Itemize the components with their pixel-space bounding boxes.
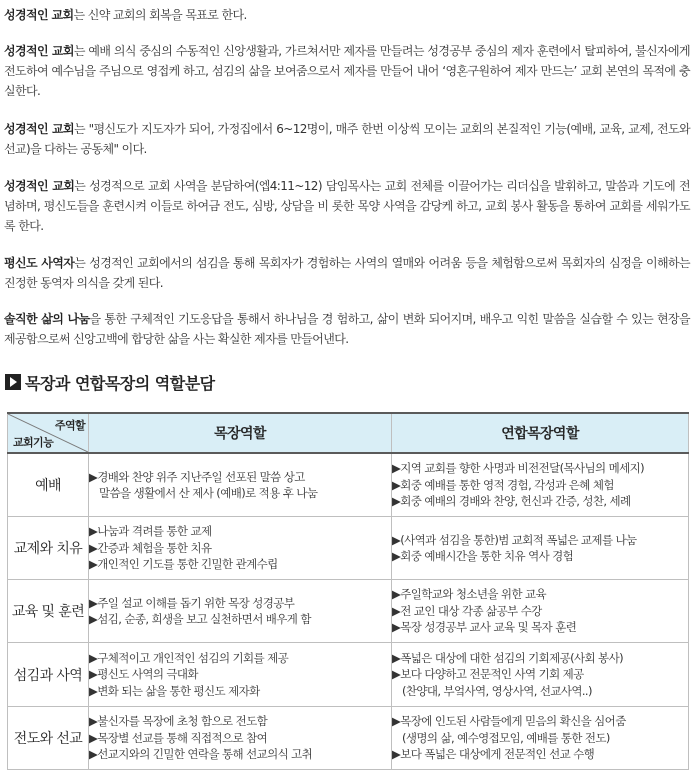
paragraph-1-lead: 성경적인 교회 bbox=[4, 8, 74, 22]
column-header-cell-group: 목장역할 bbox=[89, 413, 392, 453]
paragraph-1-text: 는 신약 교회의 회복을 목표로 한다. bbox=[73, 8, 247, 22]
role-line: ▶목장에 인도된 사람들에게 믿음의 확신을 심어줌 bbox=[392, 714, 626, 729]
cell-group-role bbox=[89, 707, 392, 770]
section-title-text: 목장과 연합목장의 역할분담 bbox=[25, 373, 215, 393]
row-function-label: 예배 bbox=[8, 453, 89, 517]
role-line: ▶나눔과 격려를 통한 교제 bbox=[89, 524, 212, 539]
role-line: 말씀을 생활에서 산 제사 (예배)로 적용 후 나눔 bbox=[99, 486, 318, 500]
table-row bbox=[8, 517, 689, 580]
role-line: ▶회중 예배의 경배와 찬양, 헌신과 간증, 성찬, 세례 bbox=[392, 494, 631, 509]
role-line: ▶목장 성경공부 교사 교육 및 목자 훈련 bbox=[392, 620, 577, 635]
role-line: ▶지역 교회를 향한 사명과 비전전달(목사님의 메세지) bbox=[392, 461, 644, 476]
paragraph-4-lead: 성경적인 교회 bbox=[4, 179, 75, 193]
paragraph-4-text: 는 성경적으로 교회 사역을 분담하여(엡4:11~12) 담임목사는 교회 전체를 이끌어가는 리더십을 발휘하고, 말씀과 기도에 전념하며, 평신도들을 훈련시켜 이들로 하여금 전도, 심방, 상담을 비 롯한 목양 사역을 감당케 하고, 교회 봉사 활동을 통하여 교회를 세워가도록 한다. bbox=[4, 179, 691, 233]
table-row bbox=[8, 707, 689, 770]
role-line: (생명의 삶, 예수영접모임, 예배를 통한 전도) bbox=[402, 730, 610, 745]
paragraph-2 bbox=[4, 41, 690, 101]
role-line: ▶주일학교와 청소년을 위한 교육 bbox=[392, 587, 547, 602]
role-line: ▶폭넓은 대상에 대한 섬김의 기회제공(사회 봉사) bbox=[392, 650, 623, 665]
paragraph-6 bbox=[4, 309, 690, 349]
role-line: ▶전 교인 대상 각종 삶공부 수강 bbox=[392, 603, 542, 618]
cell-group-role bbox=[89, 643, 392, 707]
table-corner-cell bbox=[8, 413, 89, 453]
table-row bbox=[8, 643, 689, 707]
paragraph-6-text: 을 통한 구체적인 기도응답을 통해서 하나님을 경 험하고, 삶이 변화 되어지며, 배우고 익힌 말씀을 실습할 수 있는 현장을 제공함으로써 신앙고백에 합당한 삶을 사는 확실한 제자를 만들어낸다. bbox=[4, 312, 690, 346]
table-row bbox=[8, 453, 689, 517]
role-line: ▶보다 폭넓은 대상에게 전문적인 선교 수행 bbox=[392, 747, 595, 762]
paragraph-4 bbox=[4, 176, 690, 236]
row-function-label: 전도와 선교 bbox=[8, 707, 89, 770]
role-line: ▶섬김, 순종, 희생을 보고 실천하면서 배우게 함 bbox=[89, 612, 311, 626]
role-line: ▶불신자를 목장에 초청 함으로 전도함 bbox=[89, 714, 268, 729]
corner-top-label: 주역할 bbox=[54, 419, 85, 432]
cell-group-role bbox=[89, 453, 392, 517]
role-line: ▶경배와 찬양 위주 지난주일 선포된 말씀 상고 bbox=[89, 469, 305, 484]
paragraph-5 bbox=[4, 253, 690, 293]
table-body bbox=[8, 453, 689, 770]
cell-group-role bbox=[89, 580, 392, 643]
paragraph-2-lead: 성경적인 교회 bbox=[4, 44, 74, 58]
section-title bbox=[5, 372, 215, 392]
cell-union-role bbox=[392, 643, 689, 707]
role-line: ▶회중 예배시간을 통한 치유 역사 경험 bbox=[392, 549, 574, 563]
role-table bbox=[7, 412, 689, 770]
corner-bottom-label: 교회기능 bbox=[13, 436, 54, 449]
row-function-label: 교육 및 훈련 bbox=[8, 580, 89, 643]
role-line: ▶개인적인 기도를 통한 긴밀한 관계수립 bbox=[89, 557, 278, 572]
role-line: ▶보다 다양하고 전문적인 사역 기회 제공 bbox=[392, 667, 584, 682]
paragraph-3 bbox=[4, 119, 690, 159]
role-line: ▶선교지와의 긴밀한 연락을 통해 선교의식 고취 bbox=[89, 747, 313, 762]
cell-union-role bbox=[392, 453, 689, 517]
play-box-icon bbox=[5, 374, 21, 390]
role-line: ▶구체적이고 개인적인 섬김의 기회를 제공 bbox=[89, 650, 289, 665]
cell-group-role bbox=[89, 517, 392, 580]
row-function-label: 섬김과 사역 bbox=[8, 643, 89, 707]
cell-union-role bbox=[392, 707, 689, 770]
role-line: ▶변화 되는 삶을 통한 평신도 제자화 bbox=[89, 683, 260, 698]
role-line: (찬양대, 부엌사역, 영상사역, 선교사역..) bbox=[402, 683, 592, 698]
paragraph-3-lead: 성경적인 교회 bbox=[4, 122, 74, 136]
cell-union-role bbox=[392, 580, 689, 643]
role-line: ▶간증과 체험을 통한 치유 bbox=[89, 540, 212, 555]
table-header-row bbox=[8, 413, 689, 453]
paragraph-3-text: 는 "평신도가 지도자가 되어, 가정집에서 6~12명이, 매주 한번 이상씩 모이는 교회의 본질적인 기능(예배, 교육, 교제, 전도와 선교)을 다하는 공동체" 이다. bbox=[4, 122, 690, 156]
paragraph-5-text: 는 성경적인 교회에서의 섬김을 통해 목회자가 경험하는 사역의 열매와 어려움 등을 체험함으로써 목회자의 심정을 이해하는 진정한 동역자 의식을 갖게 된다. bbox=[4, 256, 691, 290]
table-row bbox=[8, 580, 689, 643]
paragraph-2-text: 는 예배 의식 중심의 수동적인 신앙생활과, 가르쳐서만 제자를 만들려는 성경공부 중심의 제자 훈련에서 탈피하여, 불신자에게 전도하여 예수님을 주님으로 영접케 하고, 섬김의 삶을 보여줌으로서 제자를 만들어 내어 ‘영혼구원하여 제자 만드는’ 교회 본연의 목적에 충실한다. bbox=[4, 44, 690, 98]
paragraph-6-lead: 솔직한 삶의 나눔 bbox=[4, 312, 90, 326]
role-line: ▶주일 설교 이해를 돕기 위한 목장 성경공부 bbox=[89, 595, 295, 610]
role-line: ▶회중 예배를 통한 영적 경험, 각성과 은혜 체험 bbox=[392, 477, 614, 492]
role-line: ▶(사역과 섬김을 통한)범 교회적 폭넓은 교제를 나눔 bbox=[392, 532, 637, 547]
role-line: ▶평신도 사역의 극대화 bbox=[89, 667, 198, 682]
paragraph-1 bbox=[4, 5, 690, 25]
role-line: ▶목장별 선교를 통해 직접적으로 참여 bbox=[89, 730, 268, 745]
cell-union-role bbox=[392, 517, 689, 580]
paragraph-5-lead: 평신도 사역자 bbox=[4, 256, 75, 270]
row-function-label: 교제와 치유 bbox=[8, 517, 89, 580]
column-header-union-group: 연합목장역할 bbox=[392, 413, 689, 453]
